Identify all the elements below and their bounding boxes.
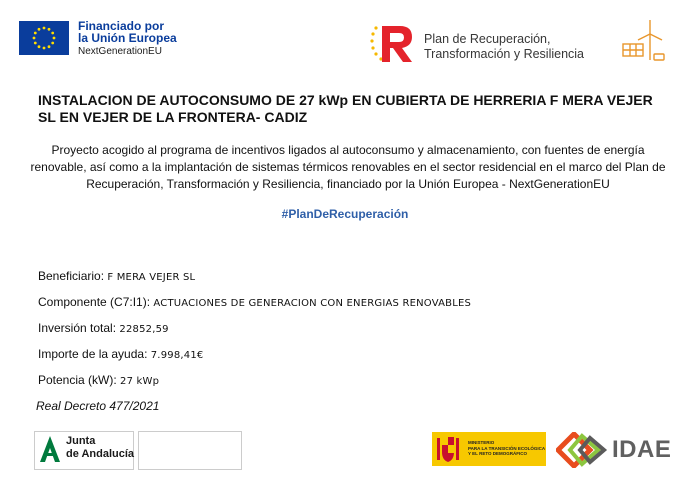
- investment-value: 22852,59: [119, 324, 169, 335]
- project-title: INSTALACION DE AUTOCONSUMO DE 27 kWp EN CUBIERTA DE HERRERIA F MERA VEJER SL EN VEJER DE LA FRONTERA- CADIZ: [38, 92, 653, 125]
- idae-text: IDAE: [612, 436, 672, 463]
- ministerio-line2: PARA LA TRANSICIÓN ECOLÓGICA: [468, 445, 546, 451]
- eu-line1: Financiado por: [78, 19, 165, 33]
- ministerio-text: [468, 440, 545, 457]
- aid-amount-field: [38, 347, 203, 361]
- investment-label: Inversión total:: [38, 321, 117, 335]
- eu-flag-icon: [19, 21, 69, 55]
- blank-logo-box: [138, 431, 242, 470]
- hashtag: #PlanDeRecuperación: [281, 207, 409, 221]
- junta-line2: de Andalucía: [66, 448, 135, 460]
- power-label: Potencia (kW):: [38, 373, 117, 387]
- eu-line3: NextGenerationEU: [78, 46, 162, 57]
- component-label: Componente (C7:I1):: [38, 295, 151, 309]
- power-value: 27 kWp: [120, 376, 160, 387]
- prtr-text: [424, 32, 584, 62]
- ministerio-line3: Y EL RETO DEMOGRÁFICO: [468, 451, 528, 456]
- investment-field: [38, 321, 169, 335]
- aid-amount-label: Importe de la ayuda:: [38, 347, 148, 361]
- beneficiary-value: F MERA VEJER SL: [107, 272, 196, 283]
- project-description: Proyecto acogido al programa de incentivos ligados al autoconsumo y almacenamiento, con fuentes de energía renovable, así como a la implantación de sistemas térmicos renovables en el sector residencial en el marco del Plan de Recuperación, Transformación y Resiliencia, financiado por la Unión Europea - NextGenerationEU: [30, 143, 666, 191]
- component-field: [38, 295, 471, 309]
- idae-logo-icon: [556, 432, 608, 468]
- prtr-logo-icon: [370, 22, 416, 64]
- junta-line1: Junta: [66, 435, 96, 447]
- prtr-line1: Plan de Recuperación,: [424, 32, 551, 46]
- eu-line2: la Unión Europea: [78, 31, 177, 45]
- spain-coat-of-arms-icon: [437, 434, 459, 464]
- prtr-line2: Transformación y Resiliencia: [424, 47, 585, 61]
- power-field: [38, 373, 159, 387]
- eu-funding-text: [78, 20, 177, 58]
- component-value: ACTUACIONES DE GENERACION CON ENERGIAS RENOVABLES: [153, 298, 472, 309]
- beneficiary-field: [38, 269, 195, 283]
- decree-reference: Real Decreto 477/2021: [36, 399, 160, 413]
- aid-amount-value: 7.998,41€: [150, 350, 204, 361]
- junta-andalucia-icon: [38, 434, 62, 464]
- junta-text: [66, 435, 134, 461]
- beneficiary-label: Beneficiario:: [38, 269, 105, 283]
- solar-wind-energy-icon: [620, 16, 666, 66]
- ministerio-line1: MINISTERIO: [468, 440, 495, 445]
